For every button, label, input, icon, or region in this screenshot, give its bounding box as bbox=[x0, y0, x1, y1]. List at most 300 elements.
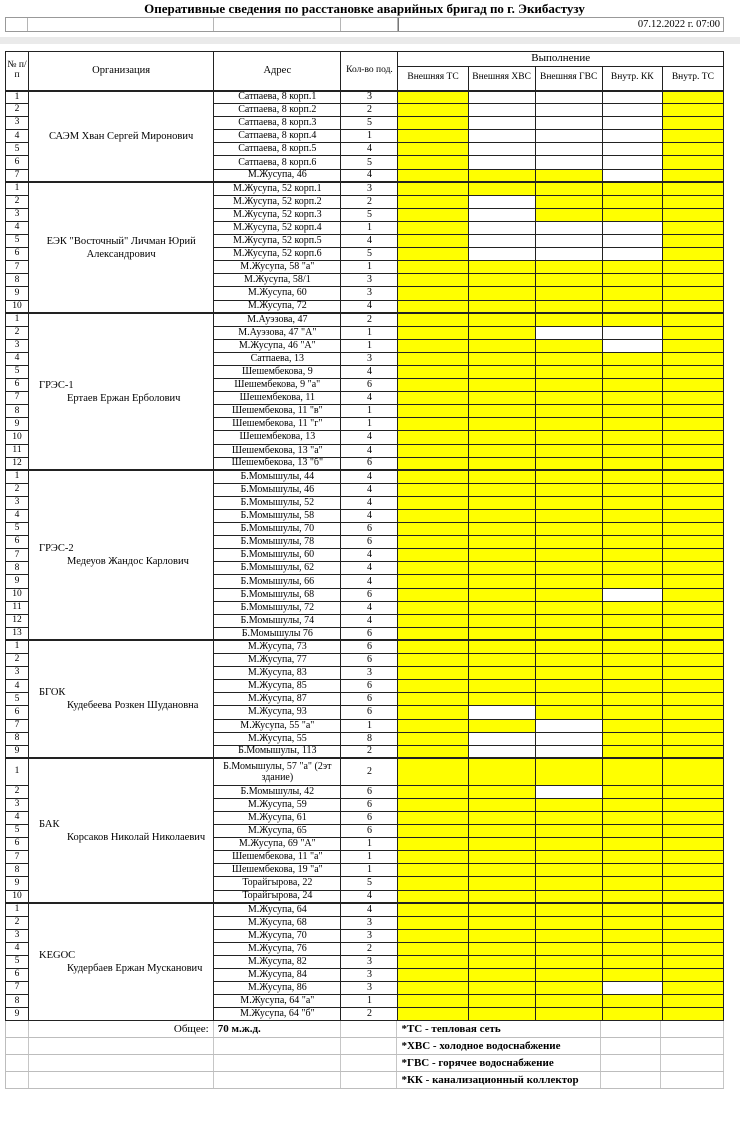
status-cell-filled bbox=[535, 523, 602, 536]
status-cell-filled bbox=[535, 483, 602, 496]
status-cell-filled bbox=[535, 916, 602, 929]
status-cell-empty bbox=[535, 248, 602, 261]
status-cell-filled bbox=[602, 274, 662, 287]
status-cell-filled bbox=[535, 601, 602, 614]
status-cell-filled bbox=[662, 785, 723, 798]
status-cell-filled bbox=[398, 903, 468, 916]
count-cell: 3 bbox=[341, 916, 398, 929]
row-number-cell: 7 bbox=[6, 392, 29, 405]
organization-cell bbox=[29, 313, 214, 470]
status-cell-filled bbox=[468, 326, 535, 339]
address-cell: Б.Момышулы, 68 bbox=[214, 588, 341, 601]
status-cell-filled bbox=[398, 496, 468, 509]
status-cell-filled bbox=[662, 313, 723, 326]
status-cell-filled bbox=[535, 562, 602, 575]
count-cell: 4 bbox=[341, 483, 398, 496]
address-cell: Шешембекова, 9 bbox=[214, 365, 341, 378]
status-cell-filled bbox=[602, 680, 662, 693]
status-cell-empty bbox=[468, 143, 535, 156]
col-header-external-hvs: Внешняя ХВС bbox=[468, 67, 535, 91]
status-cell-empty bbox=[535, 156, 602, 169]
count-cell: 4 bbox=[341, 510, 398, 523]
status-cell-filled bbox=[662, 169, 723, 182]
count-cell: 2 bbox=[341, 942, 398, 955]
count-cell: 4 bbox=[341, 431, 398, 444]
organization-line: KEGOC bbox=[39, 950, 76, 962]
status-cell-filled bbox=[662, 903, 723, 916]
address-cell: М.Жусупа, 52 корп.5 bbox=[214, 235, 341, 248]
row-number-cell: 3 bbox=[6, 929, 29, 942]
row-number-cell: 5 bbox=[6, 825, 29, 838]
organization-cell bbox=[29, 640, 214, 758]
status-cell-filled bbox=[662, 640, 723, 653]
status-cell-filled bbox=[398, 929, 468, 942]
status-cell-filled bbox=[468, 995, 535, 1008]
status-cell-filled bbox=[662, 195, 723, 208]
status-cell-filled bbox=[662, 496, 723, 509]
status-cell-filled bbox=[468, 719, 535, 732]
row-number-cell: 4 bbox=[6, 221, 29, 234]
row-number-cell: 2 bbox=[6, 654, 29, 667]
organization-line: Корсаков Николай Николаевич bbox=[67, 831, 206, 843]
status-cell-filled bbox=[468, 825, 535, 838]
status-cell-filled bbox=[468, 352, 535, 365]
count-cell: 6 bbox=[341, 680, 398, 693]
status-cell-filled bbox=[398, 274, 468, 287]
address-cell: М.Ауэзова, 47 bbox=[214, 313, 341, 326]
table-row bbox=[6, 91, 724, 104]
row-number-cell: 6 bbox=[6, 969, 29, 982]
status-cell-filled bbox=[398, 261, 468, 274]
status-cell-filled bbox=[535, 890, 602, 903]
status-cell-filled bbox=[468, 1008, 535, 1021]
address-cell: М.Жусупа, 46 "А" bbox=[214, 339, 341, 352]
status-cell-filled bbox=[468, 510, 535, 523]
address-cell: Шешембекова, 11 "г" bbox=[214, 418, 341, 431]
status-cell-filled bbox=[602, 890, 662, 903]
count-cell: 6 bbox=[341, 536, 398, 549]
count-cell: 2 bbox=[341, 758, 398, 785]
status-cell-filled bbox=[535, 392, 602, 405]
status-cell-filled bbox=[468, 614, 535, 627]
footer-empty-cell bbox=[214, 1038, 341, 1054]
status-cell-filled bbox=[662, 339, 723, 352]
status-cell-filled bbox=[535, 457, 602, 470]
row-number-cell: 6 bbox=[6, 156, 29, 169]
address-cell: Шешембекова, 11 "а" bbox=[214, 851, 341, 864]
status-cell-filled bbox=[398, 326, 468, 339]
status-cell-empty bbox=[602, 221, 662, 234]
status-cell-filled bbox=[468, 418, 535, 431]
footer-empty-cell bbox=[29, 1072, 214, 1088]
status-cell-filled bbox=[662, 706, 723, 719]
status-cell-filled bbox=[398, 745, 468, 758]
status-cell-filled bbox=[602, 562, 662, 575]
address-cell: Б.Момышулы 76 bbox=[214, 627, 341, 640]
row-number-cell: 8 bbox=[6, 405, 29, 418]
status-cell-filled bbox=[468, 640, 535, 653]
status-cell-empty bbox=[535, 104, 602, 117]
status-cell-filled bbox=[662, 418, 723, 431]
status-cell-filled bbox=[662, 693, 723, 706]
footer-empty-cell bbox=[601, 1038, 661, 1054]
organization-line: Ертаев Ержан Ерболович bbox=[67, 392, 181, 404]
status-cell-filled bbox=[662, 601, 723, 614]
status-cell-empty bbox=[468, 208, 535, 221]
status-cell-filled bbox=[535, 929, 602, 942]
address-cell: М.Жусупа, 83 bbox=[214, 667, 341, 680]
address-cell: М.Жусупа, 59 bbox=[214, 798, 341, 811]
date-row-empty-cell bbox=[214, 18, 341, 31]
row-number-cell: 2 bbox=[6, 483, 29, 496]
status-cell-filled bbox=[662, 470, 723, 483]
address-cell: М.Жусупа, 65 bbox=[214, 825, 341, 838]
address-cell: М.Ауэзова, 47 "А" bbox=[214, 326, 341, 339]
status-cell-filled bbox=[662, 929, 723, 942]
status-cell-filled bbox=[662, 287, 723, 300]
organization-line: Кудербаев Ержан Мусканович bbox=[67, 963, 203, 975]
status-cell-filled bbox=[398, 444, 468, 457]
status-cell-filled bbox=[535, 182, 602, 195]
status-cell-filled bbox=[662, 405, 723, 418]
status-cell-filled bbox=[468, 654, 535, 667]
status-cell-filled bbox=[398, 483, 468, 496]
status-cell-filled bbox=[398, 91, 468, 104]
total-value: 70 м.ж.д. bbox=[214, 1021, 341, 1037]
count-cell: 6 bbox=[341, 798, 398, 811]
table-row bbox=[6, 640, 724, 653]
row-number-cell: 2 bbox=[6, 916, 29, 929]
status-cell-filled bbox=[398, 365, 468, 378]
organization-line: САЭМ Хван Сергей Миронович bbox=[48, 130, 194, 142]
status-cell-empty bbox=[602, 156, 662, 169]
row-number-cell: 6 bbox=[6, 838, 29, 851]
status-cell-empty bbox=[602, 235, 662, 248]
count-cell: 2 bbox=[341, 104, 398, 117]
legend-item-gvs: *ГВС - горячее водоснабжение bbox=[397, 1055, 601, 1071]
count-cell: 6 bbox=[341, 706, 398, 719]
count-cell: 5 bbox=[341, 877, 398, 890]
status-cell-filled bbox=[535, 614, 602, 627]
status-cell-filled bbox=[398, 956, 468, 969]
status-cell-filled bbox=[662, 510, 723, 523]
status-cell-filled bbox=[535, 431, 602, 444]
status-cell-filled bbox=[398, 536, 468, 549]
status-cell-filled bbox=[535, 549, 602, 562]
count-cell: 6 bbox=[341, 811, 398, 824]
status-cell-filled bbox=[398, 838, 468, 851]
row-number-cell: 11 bbox=[6, 601, 29, 614]
status-cell-filled bbox=[468, 693, 535, 706]
row-number-cell: 8 bbox=[6, 864, 29, 877]
status-cell-filled bbox=[662, 208, 723, 221]
status-cell-filled bbox=[602, 693, 662, 706]
status-cell-filled bbox=[468, 588, 535, 601]
status-cell-filled bbox=[398, 117, 468, 130]
count-cell: 3 bbox=[341, 274, 398, 287]
row-number-cell: 1 bbox=[6, 91, 29, 104]
count-cell: 1 bbox=[341, 221, 398, 234]
col-header-organization: Организация bbox=[29, 52, 214, 91]
status-cell-filled bbox=[398, 877, 468, 890]
status-cell-filled bbox=[468, 182, 535, 195]
status-cell-filled bbox=[602, 352, 662, 365]
status-cell-filled bbox=[468, 680, 535, 693]
status-cell-filled bbox=[602, 614, 662, 627]
row-number-cell: 12 bbox=[6, 614, 29, 627]
status-cell-filled bbox=[398, 706, 468, 719]
row-number-cell: 1 bbox=[6, 313, 29, 326]
status-cell-filled bbox=[662, 811, 723, 824]
status-cell-filled bbox=[468, 483, 535, 496]
address-cell: Сатпаева, 8 корп.3 bbox=[214, 117, 341, 130]
status-cell-filled bbox=[662, 117, 723, 130]
status-cell-filled bbox=[398, 523, 468, 536]
status-cell-filled bbox=[662, 825, 723, 838]
status-cell-filled bbox=[535, 654, 602, 667]
status-cell-filled bbox=[535, 300, 602, 313]
status-cell-filled bbox=[535, 418, 602, 431]
footer-row bbox=[5, 1038, 724, 1055]
status-cell-empty bbox=[535, 745, 602, 758]
status-cell-filled bbox=[602, 601, 662, 614]
status-cell-filled bbox=[662, 549, 723, 562]
count-cell: 6 bbox=[341, 457, 398, 470]
organization-cell bbox=[29, 182, 214, 313]
status-cell-filled bbox=[398, 221, 468, 234]
count-cell: 4 bbox=[341, 601, 398, 614]
row-number-cell: 2 bbox=[6, 104, 29, 117]
status-cell-filled bbox=[398, 693, 468, 706]
status-cell-filled bbox=[602, 916, 662, 929]
footer-empty-cell bbox=[661, 1021, 724, 1037]
status-cell-filled bbox=[468, 851, 535, 864]
footer-empty-cell bbox=[661, 1038, 724, 1054]
address-cell: М.Жусупа, 68 bbox=[214, 916, 341, 929]
status-cell-filled bbox=[398, 719, 468, 732]
count-cell: 4 bbox=[341, 903, 398, 916]
status-cell-filled bbox=[398, 182, 468, 195]
status-cell-empty bbox=[468, 104, 535, 117]
address-cell: М.Жусупа, 60 bbox=[214, 287, 341, 300]
count-cell: 5 bbox=[341, 248, 398, 261]
status-cell-empty bbox=[602, 117, 662, 130]
address-cell: Б.Момышулы, 46 bbox=[214, 483, 341, 496]
address-cell: М.Жусупа, 70 bbox=[214, 929, 341, 942]
status-cell-empty bbox=[535, 235, 602, 248]
status-cell-filled bbox=[398, 208, 468, 221]
status-cell-filled bbox=[662, 182, 723, 195]
status-cell-empty bbox=[535, 719, 602, 732]
status-cell-filled bbox=[398, 287, 468, 300]
count-cell: 1 bbox=[341, 995, 398, 1008]
status-cell-filled bbox=[468, 339, 535, 352]
status-cell-filled bbox=[662, 235, 723, 248]
footer-empty-cell bbox=[6, 1038, 29, 1054]
status-cell-filled bbox=[468, 969, 535, 982]
organization-line: ГРЭС-2 bbox=[39, 543, 74, 555]
count-cell: 1 bbox=[341, 851, 398, 864]
status-cell-filled bbox=[662, 248, 723, 261]
status-cell-filled bbox=[535, 575, 602, 588]
status-cell-filled bbox=[662, 732, 723, 745]
status-cell-empty bbox=[468, 195, 535, 208]
status-cell-filled bbox=[398, 143, 468, 156]
separator-band bbox=[0, 37, 740, 44]
status-cell-filled bbox=[468, 470, 535, 483]
status-cell-filled bbox=[535, 352, 602, 365]
status-cell-filled bbox=[468, 798, 535, 811]
status-cell-filled bbox=[602, 969, 662, 982]
status-cell-filled bbox=[602, 719, 662, 732]
row-number-cell: 10 bbox=[6, 890, 29, 903]
address-cell: М.Жусупа, 55 bbox=[214, 732, 341, 745]
status-cell-empty bbox=[602, 104, 662, 117]
count-cell: 4 bbox=[341, 143, 398, 156]
status-cell-filled bbox=[602, 379, 662, 392]
col-header-count: Кол-во под. bbox=[341, 52, 398, 91]
status-cell-filled bbox=[602, 431, 662, 444]
row-number-cell: 1 bbox=[6, 470, 29, 483]
count-cell: 6 bbox=[341, 640, 398, 653]
status-cell-filled bbox=[398, 470, 468, 483]
status-cell-filled bbox=[398, 811, 468, 824]
count-cell: 4 bbox=[341, 235, 398, 248]
address-cell: Сатпаева, 8 корп.6 bbox=[214, 156, 341, 169]
status-cell-filled bbox=[602, 745, 662, 758]
address-cell: Сатпаева, 8 корп.4 bbox=[214, 130, 341, 143]
status-cell-filled bbox=[535, 969, 602, 982]
status-cell-filled bbox=[602, 811, 662, 824]
count-cell: 4 bbox=[341, 300, 398, 313]
status-cell-filled bbox=[602, 365, 662, 378]
address-cell: М.Жусупа, 87 bbox=[214, 693, 341, 706]
status-cell-filled bbox=[398, 431, 468, 444]
status-cell-filled bbox=[535, 982, 602, 995]
count-cell: 1 bbox=[341, 418, 398, 431]
row-number-cell: 10 bbox=[6, 431, 29, 444]
status-cell-filled bbox=[662, 523, 723, 536]
status-cell-empty bbox=[602, 588, 662, 601]
address-cell: М.Жусупа, 86 bbox=[214, 982, 341, 995]
count-cell: 1 bbox=[341, 130, 398, 143]
status-cell-filled bbox=[662, 745, 723, 758]
status-cell-filled bbox=[468, 903, 535, 916]
status-cell-filled bbox=[535, 693, 602, 706]
status-cell-filled bbox=[662, 221, 723, 234]
count-cell: 4 bbox=[341, 614, 398, 627]
status-cell-filled bbox=[398, 851, 468, 864]
status-cell-empty bbox=[535, 143, 602, 156]
status-cell-filled bbox=[602, 627, 662, 640]
row-number-cell: 7 bbox=[6, 982, 29, 995]
address-cell: М.Жусупа, 52 корп.1 bbox=[214, 182, 341, 195]
footer-empty-cell bbox=[661, 1072, 724, 1088]
status-cell-filled bbox=[602, 864, 662, 877]
count-cell: 1 bbox=[341, 326, 398, 339]
row-number-cell: 1 bbox=[6, 903, 29, 916]
status-cell-empty bbox=[535, 326, 602, 339]
count-cell: 2 bbox=[341, 745, 398, 758]
table-header bbox=[6, 52, 724, 91]
count-cell: 3 bbox=[341, 929, 398, 942]
address-cell: М.Жусупа, 46 bbox=[214, 169, 341, 182]
row-number-cell: 2 bbox=[6, 785, 29, 798]
status-cell-filled bbox=[398, 654, 468, 667]
status-cell-filled bbox=[602, 483, 662, 496]
status-cell-filled bbox=[468, 929, 535, 942]
count-cell: 2 bbox=[341, 195, 398, 208]
status-cell-filled bbox=[602, 261, 662, 274]
address-cell: М.Жусупа, 55 "а" bbox=[214, 719, 341, 732]
row-number-cell: 6 bbox=[6, 248, 29, 261]
address-cell: Сатпаева, 13 bbox=[214, 352, 341, 365]
count-cell: 3 bbox=[341, 982, 398, 995]
count-cell: 4 bbox=[341, 470, 398, 483]
status-cell-filled bbox=[398, 588, 468, 601]
col-header-num: № п/п bbox=[6, 52, 29, 91]
status-cell-filled bbox=[662, 995, 723, 1008]
status-cell-filled bbox=[535, 510, 602, 523]
address-cell: Торайгырова, 22 bbox=[214, 877, 341, 890]
status-cell-filled bbox=[398, 640, 468, 653]
status-cell-filled bbox=[602, 300, 662, 313]
address-cell: Б.Момышулы, 62 bbox=[214, 562, 341, 575]
status-cell-filled bbox=[535, 627, 602, 640]
count-cell: 5 bbox=[341, 156, 398, 169]
row-number-cell: 4 bbox=[6, 680, 29, 693]
status-cell-filled bbox=[602, 851, 662, 864]
row-number-cell: 9 bbox=[6, 418, 29, 431]
status-cell-filled bbox=[398, 195, 468, 208]
status-cell-filled bbox=[662, 431, 723, 444]
status-cell-filled bbox=[602, 942, 662, 955]
row-number-cell: 9 bbox=[6, 745, 29, 758]
address-cell: М.Жусупа, 76 bbox=[214, 942, 341, 955]
status-cell-filled bbox=[535, 667, 602, 680]
address-cell: Б.Момышулы, 113 bbox=[214, 745, 341, 758]
status-cell-empty bbox=[468, 91, 535, 104]
row-number-cell: 7 bbox=[6, 851, 29, 864]
count-cell: 6 bbox=[341, 379, 398, 392]
address-cell: М.Жусупа, 77 bbox=[214, 654, 341, 667]
status-cell-filled bbox=[662, 352, 723, 365]
row-number-cell: 12 bbox=[6, 457, 29, 470]
date-row-empty-cell bbox=[341, 18, 398, 31]
status-cell-filled bbox=[535, 195, 602, 208]
footer bbox=[5, 1021, 724, 1089]
status-cell-filled bbox=[535, 588, 602, 601]
status-cell-filled bbox=[662, 562, 723, 575]
report-datetime: 07.12.2022 г. 07:00 bbox=[398, 18, 723, 31]
status-cell-filled bbox=[535, 825, 602, 838]
status-cell-filled bbox=[535, 956, 602, 969]
status-cell-filled bbox=[602, 523, 662, 536]
status-cell-filled bbox=[535, 640, 602, 653]
row-number-cell: 4 bbox=[6, 352, 29, 365]
address-cell: М.Жусупа, 69 "А" bbox=[214, 838, 341, 851]
status-cell-filled bbox=[602, 510, 662, 523]
count-cell: 6 bbox=[341, 654, 398, 667]
status-cell-filled bbox=[602, 825, 662, 838]
status-cell-filled bbox=[468, 890, 535, 903]
status-cell-filled bbox=[468, 274, 535, 287]
status-cell-filled bbox=[662, 864, 723, 877]
count-cell: 1 bbox=[341, 339, 398, 352]
count-cell: 4 bbox=[341, 890, 398, 903]
row-number-cell: 5 bbox=[6, 956, 29, 969]
status-cell-filled bbox=[662, 379, 723, 392]
